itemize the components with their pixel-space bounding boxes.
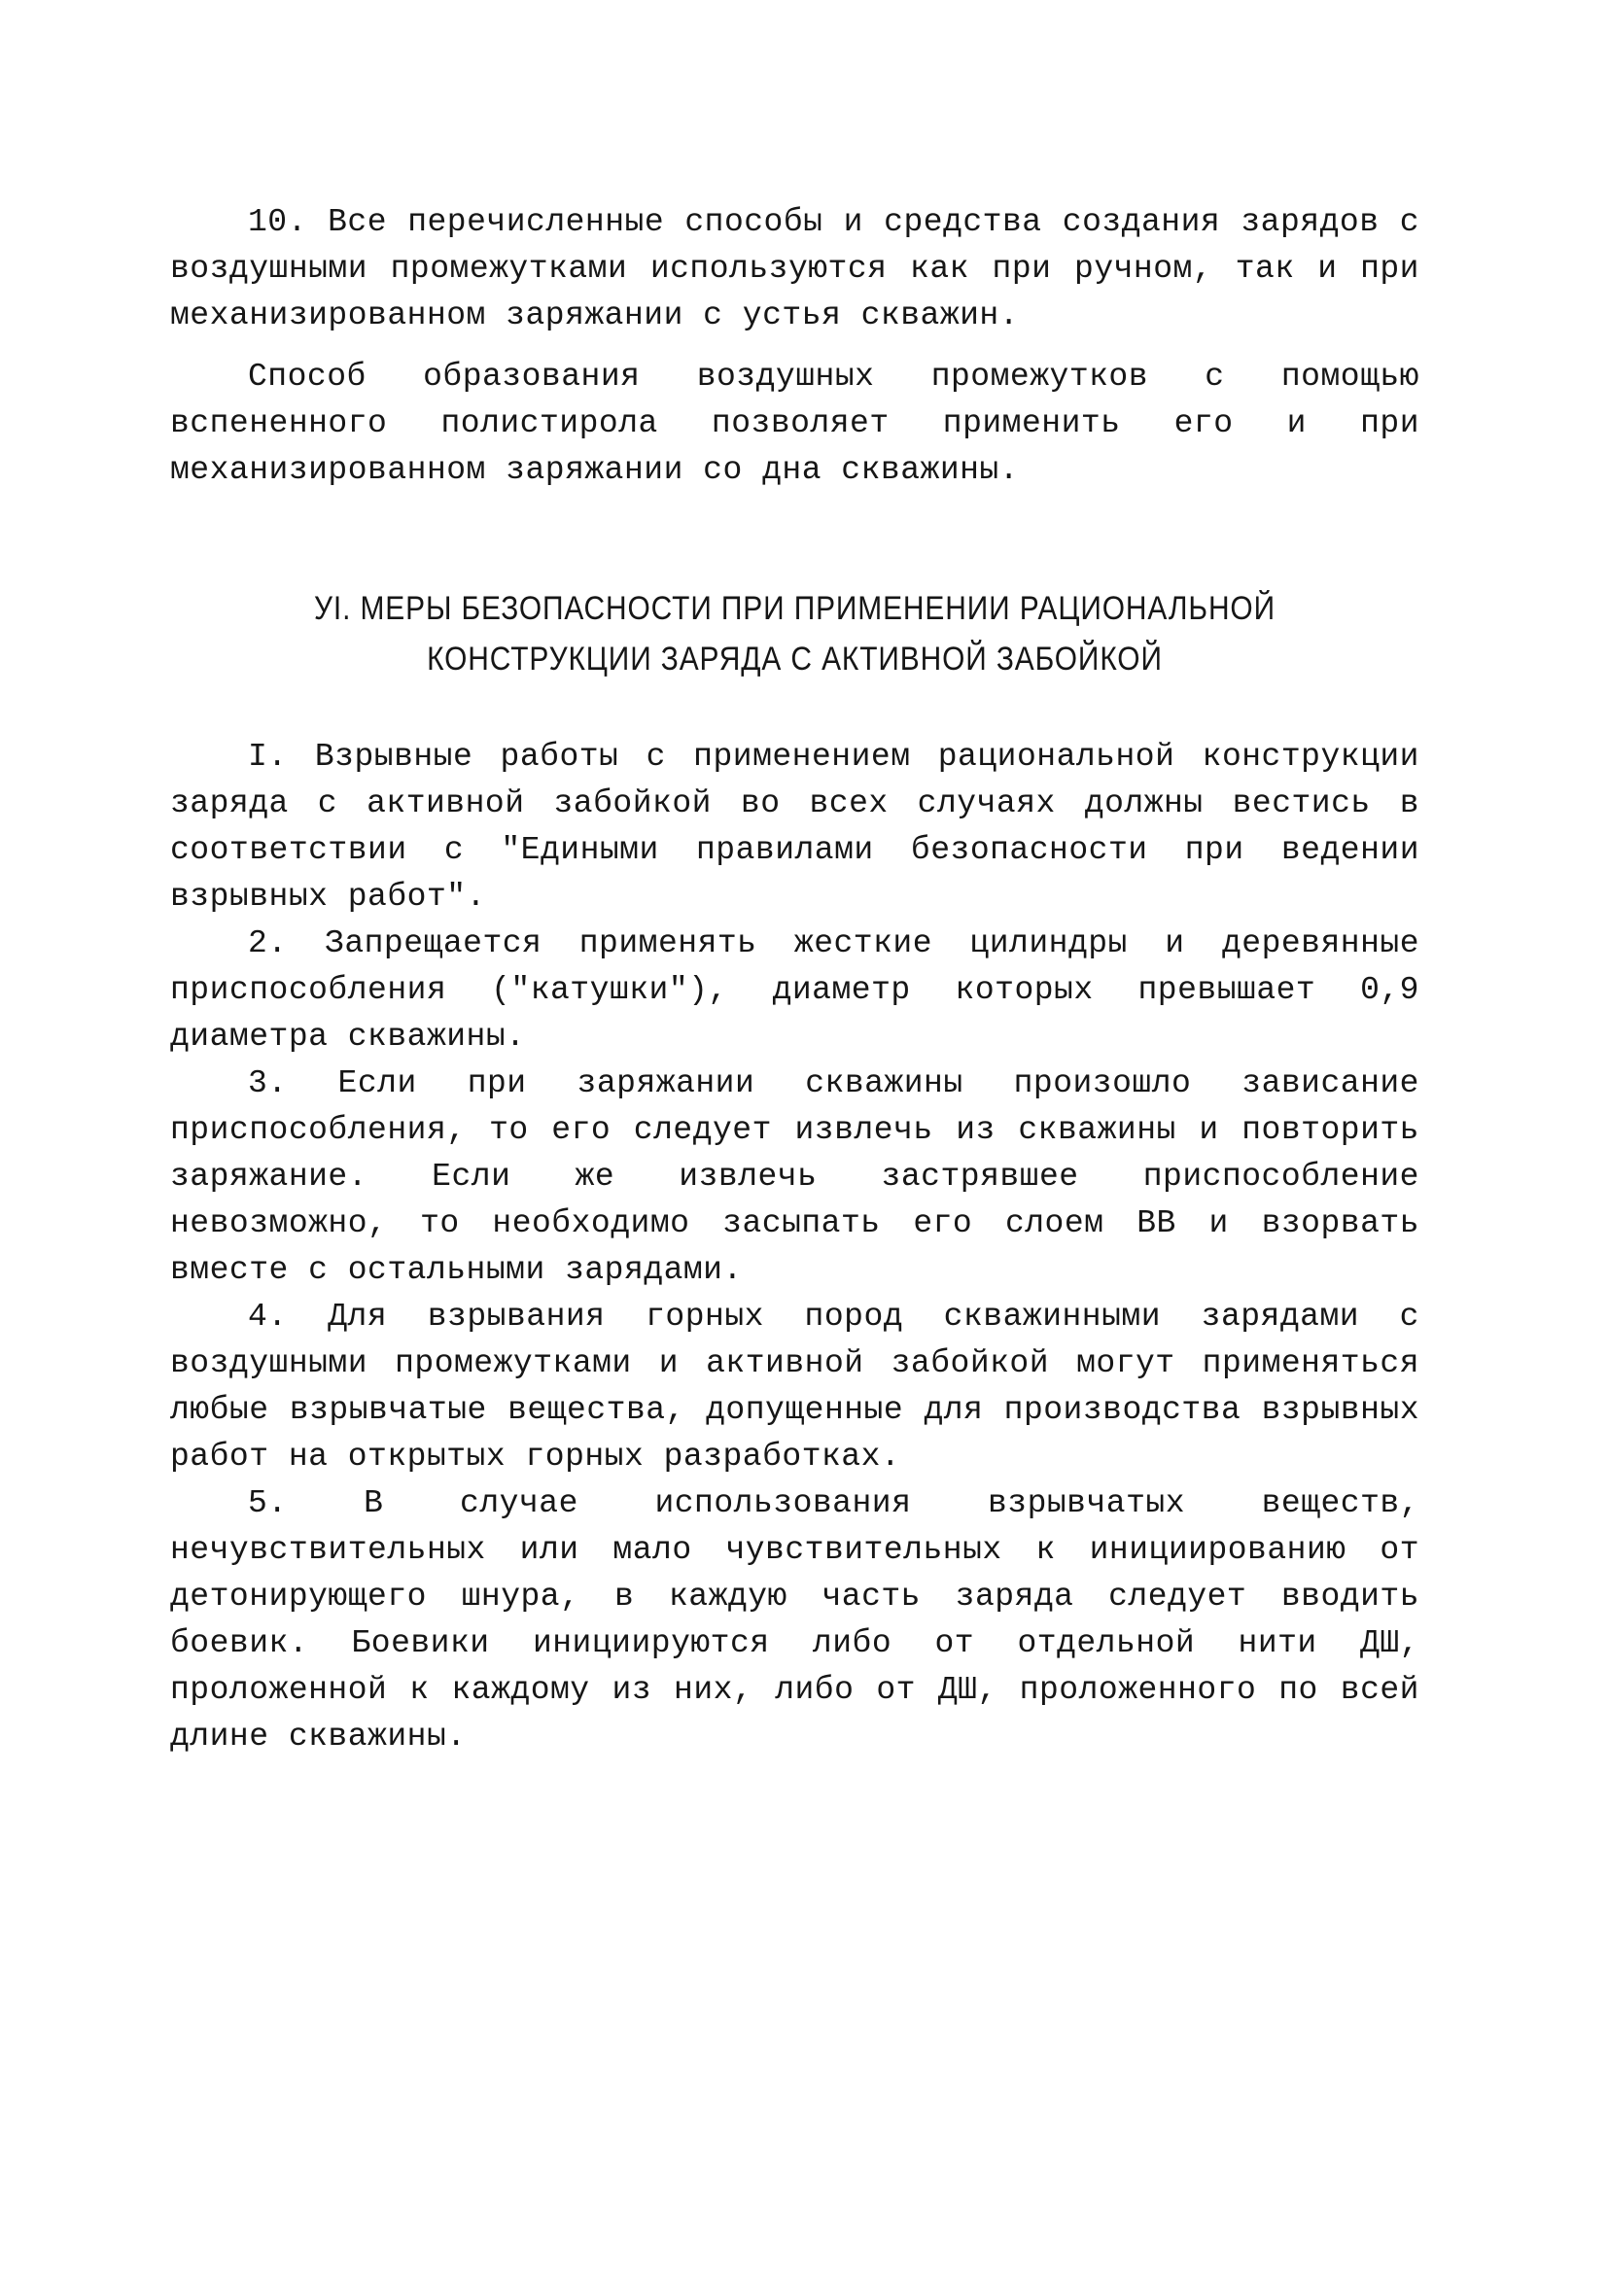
paragraph-polystyrene xyxy=(170,354,1419,494)
safety-item-5: 5. В случае использования взрывчатых веществ, нечувствительных или мало чувствительных к инициированию от детонирующего шнура, в каждую часть заряда следует вводить боевик. Боевики инициируются либо от отдельной нити ДШ, проложенной к каждому из них, либо от ДШ, проложенного по всей длине скважины. xyxy=(170,1485,1419,1755)
section-heading-line-1: УI. МЕРЫ БЕЗОПАСНОСТИ ПРИ ПРИМЕНЕНИИ РАЦИОНАЛЬНОЙ xyxy=(314,590,1276,627)
safety-item-1: I. Взрывные работы с применением рациональной конструкции заряда с активной забойкой во всех случаях должны вестись в соответствии с "Едиными правилами безопасности при ведении взрывных работ". xyxy=(170,739,1419,915)
safety-items xyxy=(170,734,1419,1760)
paragraph-text: Способ образования воздушных промежутков с помощью вспененного полистирола позволяет применить его и при механизированном заряжании со дна скважины. xyxy=(170,359,1419,488)
paragraph-10 xyxy=(170,199,1419,339)
section-heading-line-2: КОНСТРУКЦИИ ЗАРЯДА С АКТИВНОЙ ЗАБОЙКОЙ xyxy=(427,641,1163,678)
safety-item-3: 3. Если при заряжании скважины произошло зависание приспособления, то его следует извлечь из скважины и повторить заряжание. Если же извлечь застрявшее приспособление невозможно, то необходимо засыпать его слоем ВВ и взорвать вместе с остальными зарядами. xyxy=(170,1065,1419,1288)
paragraph-text: 10. Все перечисленные способы и средства создания зарядов с воздушными промежутками используются как при ручном, так и при механизированном заряжании с устья скважин. xyxy=(170,204,1419,333)
safety-item-2: 2. Запрещается применять жесткие цилиндры и деревянные приспособления ("катушки"), диаметр которых превышает 0,9 диаметра скважины. xyxy=(170,925,1419,1055)
safety-item-4: 4. Для взрывания горных пород скважинными зарядами с воздушными промежутками и активной забойкой могут применяться любые взрывчатые вещества, допущенные для производства взрывных работ на открытых горных разработках. xyxy=(170,1299,1419,1475)
section-heading xyxy=(245,583,1345,684)
